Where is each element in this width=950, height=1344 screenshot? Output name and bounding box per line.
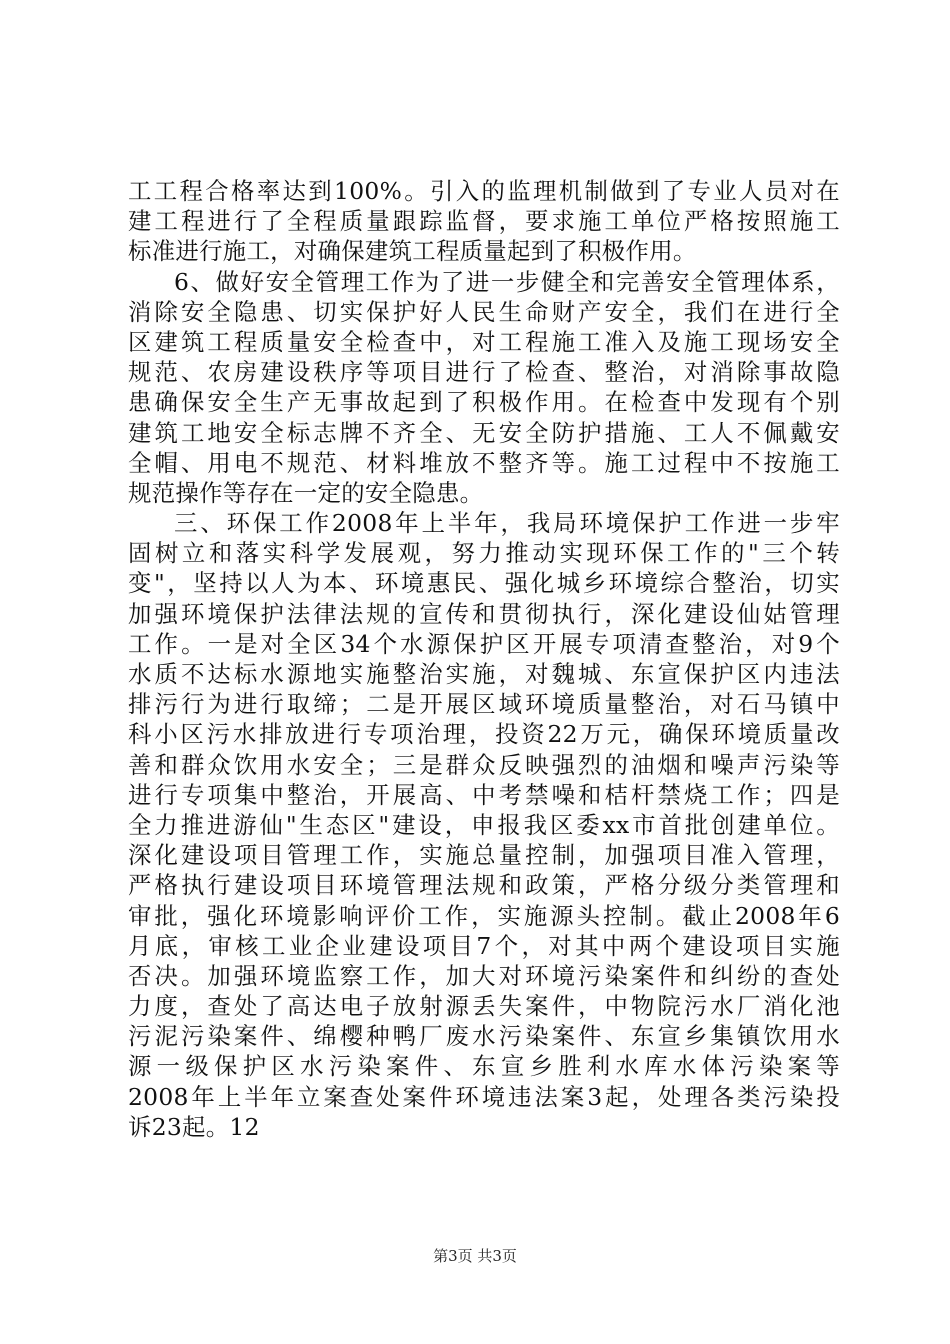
text-line: 力度，查处了高达电子放射源丢失案件，中物院污水厂消化池: [128, 992, 840, 1021]
text-line: 工工程合格率达到100%。引入的监理机制做到了专业人员对在: [128, 177, 840, 205]
text-line: 消除安全隐患、切实保护好人民生命财产安全，我们在进行全: [128, 297, 840, 326]
text-line: 固树立和落实科学发展观，努力推动实现环保工作的"三个转: [128, 539, 840, 568]
text-line: 深化建设项目管理工作，实施总量控制，加强项目准入管理，: [128, 841, 840, 870]
text-line: 审批，强化环境影响评价工作，实施源头控制。截止2008年6: [128, 901, 840, 930]
text-line: 科小区污水排放进行专项治理，投资22万元，确保环境质量改: [128, 720, 840, 749]
text-line: 严格执行建设项目环境管理法规和政策，严格分级分类管理和: [128, 871, 840, 900]
text-line: 污泥污染案件、绵樱种鸭厂废水污染案件、东宣乡集镇饮用水: [128, 1022, 840, 1051]
text-line: 建筑工地安全标志牌不齐全、无安全防护措施、工人不佩戴安: [128, 418, 840, 447]
text-line: 6、做好安全管理工作为了进一步健全和完善安全管理体系，: [174, 267, 840, 296]
text-line: 否决。加强环境监察工作，加大对环境污染案件和纠纷的查处: [128, 961, 840, 990]
text-line: 全力推进游仙"生态区"建设，申报我区委xx市首批创建单位。: [128, 810, 840, 839]
text-line: 规范、农房建设秩序等项目进行了检查、整治，对消除事故隐: [128, 358, 840, 387]
text-line: 进行专项集中整治，开展高、中考禁噪和桔杆禁烧工作；四是: [128, 780, 840, 809]
text-line: 善和群众饮用水安全；三是群众反映强烈的油烟和噪声污染等: [128, 750, 840, 779]
text-line: 三、环保工作2008年上半年，我局环境保护工作进一步牢: [174, 509, 840, 538]
page-footer: 第3页 共3页: [433, 1247, 517, 1265]
text-line: 水质不达标水源地实施整治实施，对魏城、东宣保护区内违法: [128, 660, 840, 688]
text-line: 患确保安全生产无事故起到了积极作用。在检查中发现有个别: [128, 388, 840, 417]
text-line: 源一级保护区水污染案件、东宣乡胜利水库水体污染案等: [128, 1052, 840, 1081]
body-text: [128, 176, 840, 1142]
text-line: 排污行为进行取缔；二是开展区域环境质量整治，对石马镇中: [128, 690, 840, 719]
text-line: 加强环境保护法律法规的宣传和贯彻执行，深化建设仙姑管理: [128, 599, 840, 628]
text-line: 标准进行施工，对确保建筑工程质量起到了积极作用。: [128, 237, 697, 266]
text-line: 建工程进行了全程质量跟踪监督，要求施工单位严格按照施工: [128, 207, 840, 236]
text-line: 区建筑工程质量安全检查中，对工程施工准入及施工现场安全: [128, 327, 840, 356]
text-line: 全帽、用电不规范、材料堆放不整齐等。施工过程中不按施工: [128, 448, 840, 477]
text-line: 月底，审核工业企业建设项目7个，对其中两个建设项目实施: [128, 931, 840, 960]
text-line: 变"，坚持以人为本、环境惠民、强化城乡环境综合整治，切实: [128, 569, 840, 598]
text-line: 诉23起。12: [128, 1112, 260, 1141]
text-line: 2008年上半年立案查处案件环境违法案3起，处理各类污染投: [128, 1082, 840, 1111]
text-line: 规范操作等存在一定的安全隐患。: [128, 478, 484, 507]
text-line: 工作。一是对全区34个水源保护区开展专项清查整治，对9个: [128, 629, 840, 658]
